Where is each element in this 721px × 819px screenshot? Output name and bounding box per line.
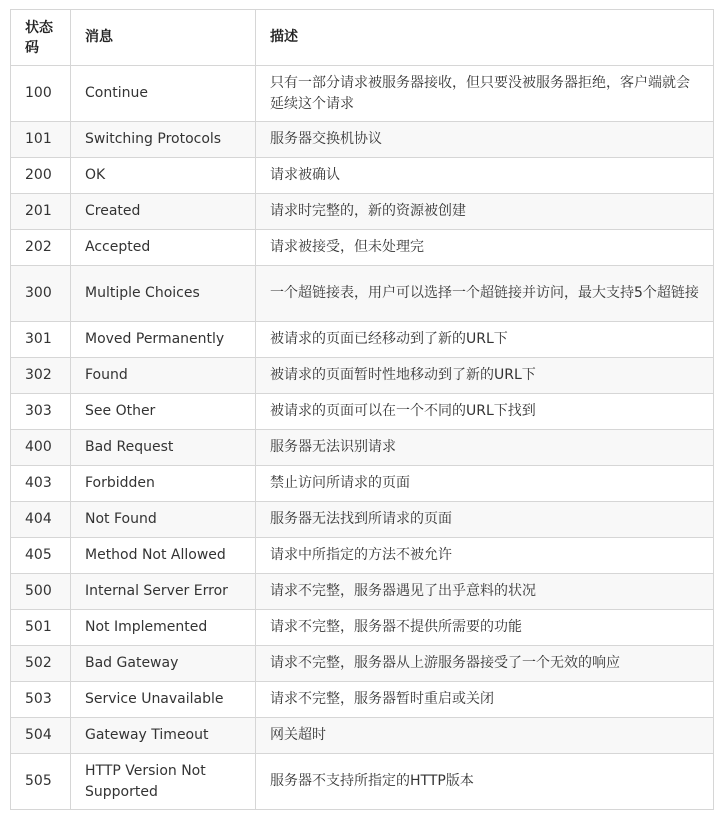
status-code-cell: 504	[11, 718, 71, 754]
description-cell: 请求不完整，服务器从上游服务器接受了一个无效的响应	[256, 646, 714, 682]
table-row	[11, 646, 714, 682]
description-cell: 请求不完整，服务器不提供所需要的功能	[256, 610, 714, 646]
status-code-cell: 303	[11, 394, 71, 430]
message-cell: HTTP Version Not Supported	[71, 754, 256, 810]
description-cell: 请求不完整，服务器遇见了出乎意料的状况	[256, 574, 714, 610]
description-cell: 请求不完整，服务器暂时重启或关闭	[256, 682, 714, 718]
table-row	[11, 610, 714, 646]
description-cell: 一个超链接表，用户可以选择一个超链接并访问，最大支持5个超链接	[256, 266, 714, 322]
message-cell: Moved Permanently	[71, 322, 256, 358]
table-row	[11, 322, 714, 358]
status-code-cell: 301	[11, 322, 71, 358]
table-row	[11, 466, 714, 502]
status-code-cell: 500	[11, 574, 71, 610]
table-row	[11, 158, 714, 194]
message-cell: Continue	[71, 66, 256, 122]
message-cell: Not Implemented	[71, 610, 256, 646]
status-code-table-container	[10, 9, 713, 810]
description-cell: 服务器无法找到所请求的页面	[256, 502, 714, 538]
status-code-cell: 201	[11, 194, 71, 230]
description-cell: 服务器无法识别请求	[256, 430, 714, 466]
description-cell: 服务器不支持所指定的HTTP版本	[256, 754, 714, 810]
status-code-cell: 503	[11, 682, 71, 718]
message-cell: Method Not Allowed	[71, 538, 256, 574]
table-row	[11, 66, 714, 122]
http-status-table	[10, 9, 714, 810]
status-code-cell: 403	[11, 466, 71, 502]
table-row	[11, 230, 714, 266]
table-row	[11, 122, 714, 158]
description-cell: 被请求的页面暂时性地移动到了新的URL下	[256, 358, 714, 394]
table-row	[11, 266, 714, 322]
message-cell: Found	[71, 358, 256, 394]
description-cell: 请求中所指定的方法不被允许	[256, 538, 714, 574]
description-cell: 只有一部分请求被服务器接收，但只要没被服务器拒绝，客户端就会延续这个请求	[256, 66, 714, 122]
status-code-cell: 302	[11, 358, 71, 394]
description-cell: 禁止访问所请求的页面	[256, 466, 714, 502]
status-code-cell: 300	[11, 266, 71, 322]
message-cell: Bad Request	[71, 430, 256, 466]
message-cell: Internal Server Error	[71, 574, 256, 610]
status-code-cell: 400	[11, 430, 71, 466]
description-cell: 被请求的页面可以在一个不同的URL下找到	[256, 394, 714, 430]
message-cell: Gateway Timeout	[71, 718, 256, 754]
status-code-cell: 404	[11, 502, 71, 538]
table-header-row	[11, 10, 714, 66]
status-code-cell: 405	[11, 538, 71, 574]
message-cell: Forbidden	[71, 466, 256, 502]
message-cell: Accepted	[71, 230, 256, 266]
message-cell: See Other	[71, 394, 256, 430]
status-code-cell: 200	[11, 158, 71, 194]
table-row	[11, 754, 714, 810]
description-cell: 被请求的页面已经移动到了新的URL下	[256, 322, 714, 358]
table-row	[11, 430, 714, 466]
message-cell: Not Found	[71, 502, 256, 538]
description-cell: 请求被确认	[256, 158, 714, 194]
table-row	[11, 718, 714, 754]
message-cell: Multiple Choices	[71, 266, 256, 322]
description-cell: 请求时完整的，新的资源被创建	[256, 194, 714, 230]
status-code-cell: 502	[11, 646, 71, 682]
header-description: 描述	[256, 10, 714, 66]
status-code-cell: 501	[11, 610, 71, 646]
message-cell: Service Unavailable	[71, 682, 256, 718]
message-cell: Bad Gateway	[71, 646, 256, 682]
status-code-cell: 505	[11, 754, 71, 810]
status-code-cell: 100	[11, 66, 71, 122]
header-status-code: 状态码	[11, 10, 71, 66]
header-message: 消息	[71, 10, 256, 66]
message-cell: OK	[71, 158, 256, 194]
status-code-cell: 101	[11, 122, 71, 158]
table-row	[11, 358, 714, 394]
description-cell: 请求被接受，但未处理完	[256, 230, 714, 266]
status-code-cell: 202	[11, 230, 71, 266]
table-row	[11, 682, 714, 718]
description-cell: 服务器交换机协议	[256, 122, 714, 158]
message-cell: Created	[71, 194, 256, 230]
table-row	[11, 194, 714, 230]
table-row	[11, 574, 714, 610]
table-row	[11, 394, 714, 430]
description-cell: 网关超时	[256, 718, 714, 754]
table-row	[11, 538, 714, 574]
table-row	[11, 502, 714, 538]
message-cell: Switching Protocols	[71, 122, 256, 158]
